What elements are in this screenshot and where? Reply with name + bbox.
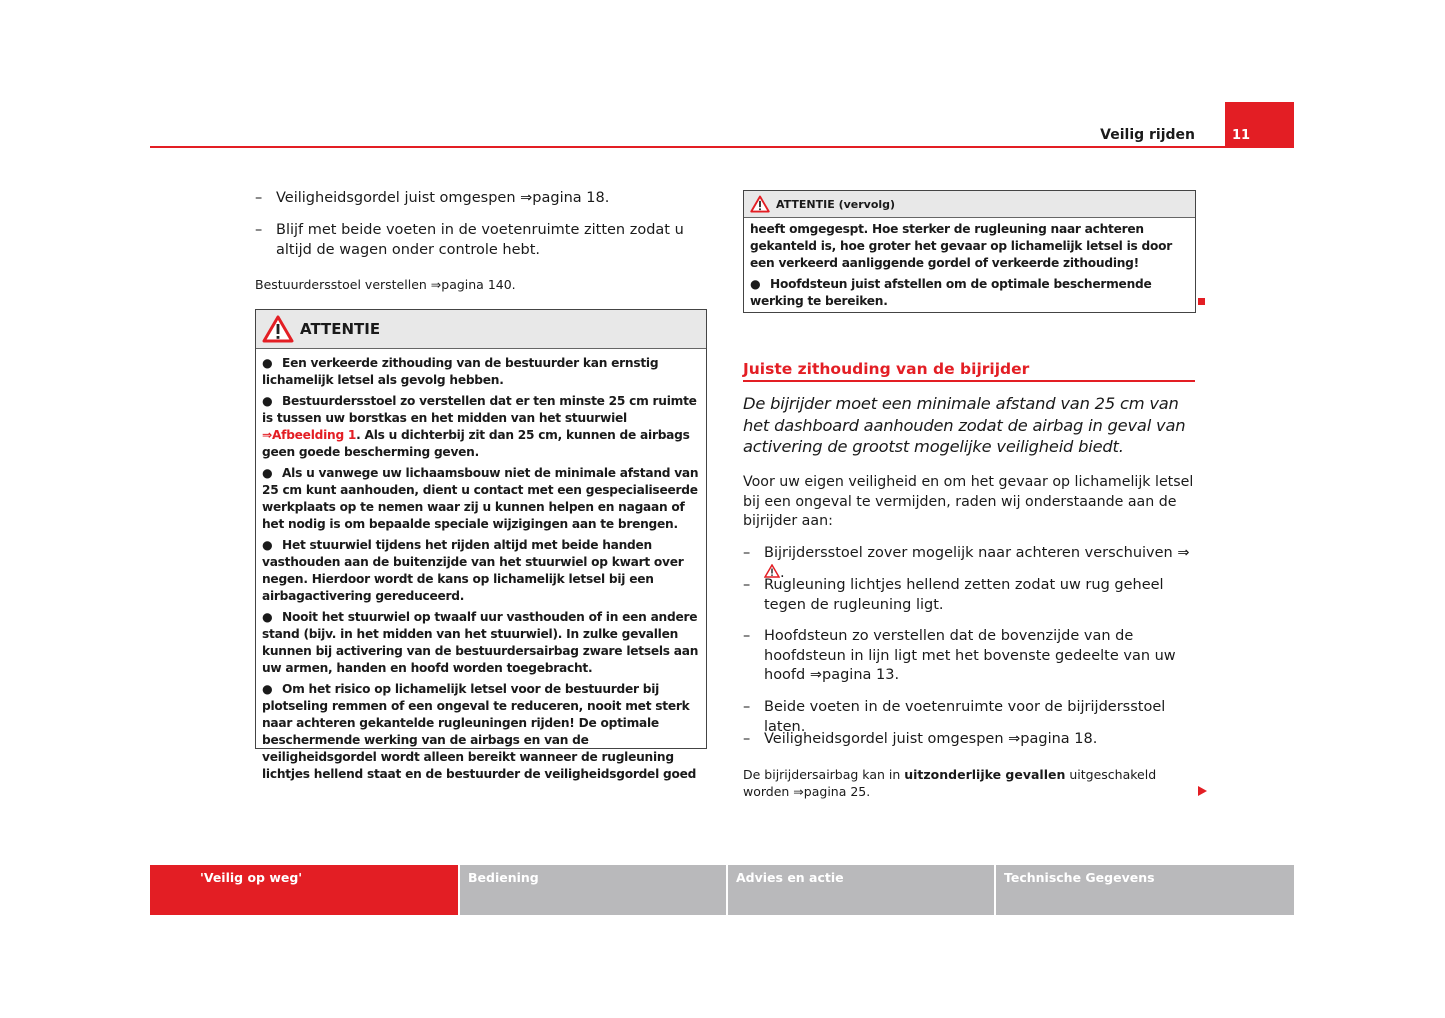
section-heading: Juiste zithouding van de bijrijder xyxy=(743,360,1195,382)
warning-item: ● Nooit het stuurwiel op twaalf uur vasthouden of in een andere stand (bijv. in het midden van het stuurwiel). In zulke gevallen kunnen bij activering van de bestuurdersairbag zware letsels aan uw armen, handen en hoofd worden toegebracht. xyxy=(262,610,699,675)
header-rule xyxy=(150,146,1226,148)
tab-advies-en-actie[interactable]: Advies en actie xyxy=(728,865,994,915)
warning-box xyxy=(255,309,707,781)
warning-body xyxy=(256,349,706,783)
warning-item: ● Bestuurdersstoel zo verstellen dat er ten minste 25 cm ruimte is tussen uw borstkas en het midden van het stuurwiel ⇒Afbeelding 1. Als u dichterbij zit dan 25 cm, kunnen de airbags geen goede bescherming geven. xyxy=(262,394,697,459)
warning-item: ● Het stuurwiel tijdens het rijden altijd met beide handen vasthouden aan de buitenzijde van het stuurwiel op kwart over negen. Hierdoor wordt de kans op lichamelijk letsel bij een airbagactivering gereduceerd. xyxy=(262,538,684,603)
body-paragraph: Voor uw eigen veiligheid en om het gevaar op lichamelijk letsel bij een ongeval te vermijden, raden wij onderstaande aan de bijrijder aan: xyxy=(743,474,1194,529)
end-marker-icon xyxy=(1198,298,1205,305)
warning-body xyxy=(744,218,1195,310)
manual-page: Veilig rijden 11 – Veiligheidsgordel juist omgespen ⇒pagina 18. – Blijf met beide voeten in de voetenruimte zitten zodat u altijd de wagen onder controle hebt. Bestuurdersstoel verstellen ⇒pagina 140. ATTENTIE ● Een verkeerde zithouding van de bestuurder kan ernstig lichamelijk letsel als gevolg hebben. ● Bestuurdersstoel zo verstellen dat er ten minste 25 cm ruimte is tussen uw borstkas en het midden van het stuurwiel ⇒Afbeelding 1. Als u dichterbij zit dan 25 cm, kunnen de airbags geen goede bescherming geven. ● Als u vanwege uw lichaamsbouw niet de minimale afstand van 25 cm kunt aanhouden, dient u contact met een gespecialiseerde werkplaats op te nemen waar zij u kunnen helpen en nagaan of het nodig is om bepaalde speciale wijzigingen aan te brengen. ● Het stuurwiel tijdens het rijden altijd met beide handen vasthouden aan de buitenzijde van het stuurwiel op kwart over negen. Hierdoor wordt de kans op lichamelijk letsel bij een airbagactivering gereduceerd. ● Nooit het stuurwiel op twaalf uur vasthouden of in een andere stand (bijv. in het midden van het stuurwiel). In zulke gevallen kunnen bij activering van de bestuurdersairbag zware letsels aan uw armen, handen en hoofd worden toegebracht. ● Om het risico op lichamelijk letsel voor de bestuurder bij plotseling remmen of een ongeval te reduceren, nooit met sterk naar achteren gekantelde rugleuningen rijden! De optimale beschermende werking van de airbags en van de veiligheidsgordel wordt alleen bereikt wanneer de rugleuning lichtjes hellend staat en de bestuurder de veiligheidsgordel goed ATTENTIE (vervolg) heeft omgegespt. Hoe sterker de rugleuning naar achteren gekanteld is, hoe groter het gevaar op lichamelijk letsel is door een verkeerd aanliggende gordel of verkeerde zithouding! ● Hoofdsteun juist afstellen om de optimale beschermende werking te bereiken. Juiste zithouding van de bijrijder De bijrijder moet een minimale afstand van 25 cm van het dashboard aanhouden zodat de airbag in geval van activering de grootst mogelijke veiligheid biedt. Voor uw eigen veiligheid en om het gevaar op lichamelijk letsel bij een ongeval te vermijden, raden wij onderstaande aan de bijrijder aan: – Bijrijdersstoel zover mogelijk naar achteren verschuiven ⇒. – Rugleuning lichtjes hellend zetten zodat uw rug geheel tegen de rugleuning ligt. – Hoofdsteun zo verstellen dat de bovenzijde van de hoofdsteun in lijn ligt met het bovenste gedeelte van uw hoofd ⇒pagina 13. – Beide voeten in de voetenruimte voor de bijrijdersstoel laten. – Veiligheidsgordel juist omgespen ⇒pagina 18. De bijrijdersairbag kan in uitzonderlijke gevallen uitgeschakeld worden ⇒pagina 25. 'Veilig op weg' Bediening Advies en actie Technische Gegevens xyxy=(0,0,1445,1018)
section-title: Veilig rijden xyxy=(1100,127,1195,143)
warning-item: ● Hoofdsteun juist afstellen om de optimale beschermende werking te bereiken. xyxy=(750,277,1152,308)
warning-triangle-icon xyxy=(750,195,770,213)
note-text: De bijrijdersairbag kan in uitzonderlijke gevallen uitgeschakeld worden ⇒pagina 25. xyxy=(743,767,1157,799)
warning-triangle-icon xyxy=(262,315,294,343)
reference-text: Bestuurdersstoel verstellen ⇒pagina 140. xyxy=(255,277,516,292)
warning-continued-box xyxy=(743,190,1196,313)
tab-veilig-op-weg[interactable]: 'Veilig op weg' xyxy=(150,865,458,915)
warning-item: ● Een verkeerde zithouding van de bestuurder kan ernstig lichamelijk letsel als gevolg hebben. xyxy=(262,356,659,387)
intro-text: De bijrijder moet een minimale afstand van 25 cm van het dashboard aanhouden zodat de airbag in geval van activering de grootst mogelijke veiligheid biedt. xyxy=(743,394,1186,456)
tab-technische-gegevens[interactable]: Technische Gegevens xyxy=(996,865,1294,915)
page-number: 11 xyxy=(1232,128,1251,143)
tab-bediening[interactable]: Bediening xyxy=(460,865,726,915)
next-page-arrow-icon[interactable] xyxy=(1198,786,1207,796)
warning-item: ● Om het risico op lichamelijk letsel voor de bestuurder bij plotseling remmen of een ongeval te reduceren, nooit met sterk naar achteren gekantelde rugleuningen rijden! De optimale beschermende werking van de airbags en van de veiligheidsgordel wordt alleen bereikt wanneer de rugleuning lichtjes hellend staat en de bestuurder de veiligheidsgordel goed xyxy=(262,682,697,781)
warning-item: ● Als u vanwege uw lichaamsbouw niet de minimale afstand van 25 cm kunt aanhouden, dient u contact met een gespecialiseerde werkplaats op te nemen waar zij u kunnen helpen en nagaan of het nodig is om bepaalde speciale wijzigingen aan te brengen. xyxy=(262,466,699,531)
warning-header xyxy=(256,310,706,349)
warning-header xyxy=(744,191,1195,218)
warning-title: ATTENTIE (vervolg) xyxy=(776,197,896,211)
warning-text: heeft omgegespt. Hoe sterker de rugleuning naar achteren gekanteld is, hoe groter het gevaar op lichamelijk letsel is door een verkeerd aanliggende gordel of verkeerde zithouding! xyxy=(750,222,1172,270)
figure-link[interactable]: ⇒Afbeelding 1 xyxy=(262,428,357,442)
warning-title: ATTENTIE xyxy=(300,320,381,338)
